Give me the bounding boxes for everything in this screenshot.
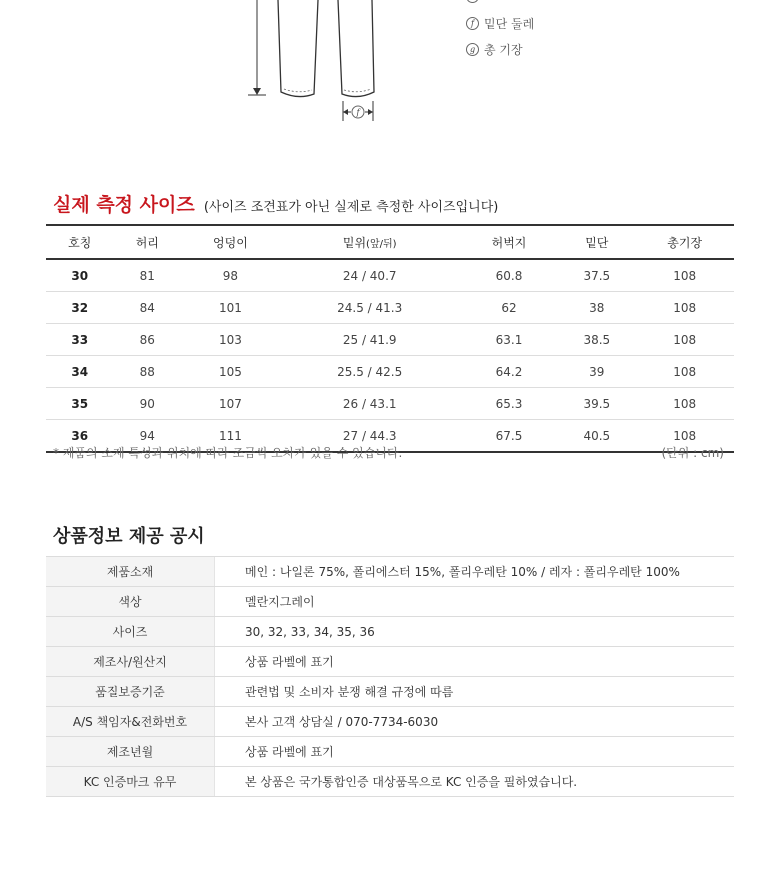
table-cell: 94 [114,420,182,453]
header-cell: 허벅지 [460,225,559,259]
table-cell: 35 [46,388,114,420]
table-cell: 60.8 [460,259,559,292]
table-cell: 39.5 [558,388,635,420]
header-cell: 엉덩이 [181,225,280,259]
info-value: 상품 라벨에 표기 [215,647,735,677]
table-cell: 105 [181,356,280,388]
legend-item-g [466,41,523,58]
table-cell: 108 [635,388,734,420]
size-table [46,224,734,453]
table-cell: 63.1 [460,324,559,356]
table-cell: 67.5 [460,420,559,453]
table-cell: 103 [181,324,280,356]
product-info-table [46,556,734,797]
legend-mark: f [466,17,479,30]
table-cell: 40.5 [558,420,635,453]
table-cell: 27 / 44.3 [280,420,460,453]
table-cell: 65.3 [460,388,559,420]
info-value: 멜란지그레이 [215,587,735,617]
info-row [46,647,734,677]
legend-item-e [466,0,484,3]
header-cell-rise [280,225,460,259]
table-cell: 90 [114,388,182,420]
legend-mark: g [466,43,479,56]
table-cell: 37.5 [558,259,635,292]
table-cell: 108 [635,356,734,388]
info-row [46,767,734,797]
unit-label: (단위 : cm) [661,446,724,460]
legend-label: 밑단 둘레 [484,17,535,31]
table-cell: 108 [635,420,734,453]
info-row [46,707,734,737]
header-suffix: (앞/뒤) [366,238,397,250]
table-cell: 26 / 43.1 [280,388,460,420]
table-cell: 36 [46,420,114,453]
table-cell: 62 [460,292,559,324]
table-cell: 108 [635,324,734,356]
info-value: 30, 32, 33, 34, 35, 36 [215,617,735,647]
table-cell: 25 / 41.9 [280,324,460,356]
info-row [46,677,734,707]
info-value: 본사 고객 상담실 / 070-7734-6030 [215,707,735,737]
table-row [46,324,734,356]
table-cell: 32 [46,292,114,324]
table-cell: 107 [181,388,280,420]
hem-measure-mark: f [356,108,360,117]
info-label: KC 인증마크 유무 [46,767,215,797]
info-row [46,557,734,587]
pants-illustration [0,0,780,140]
table-row [46,388,734,420]
header-cell: 호칭 [46,225,114,259]
table-cell: 101 [181,292,280,324]
info-label: 사이즈 [46,617,215,647]
info-value: 메인 : 나일론 75%, 폴리에스터 15%, 폴리우레탄 10% / 레자 : 폴리우레탄 100% [215,557,735,587]
size-table-header [46,225,734,259]
table-cell: 88 [114,356,182,388]
table-cell: 25.5 / 42.5 [280,356,460,388]
info-section-title: 상품정보 제공 공시 [53,526,205,547]
info-label: 제조년월 [46,737,215,767]
legend-item-f [466,15,534,32]
info-label: 품질보증기준 [46,677,215,707]
table-cell: 98 [181,259,280,292]
table-row [46,356,734,388]
legend-label: 총 기장 [484,43,523,57]
table-cell: 39 [558,356,635,388]
measurement-note: * 제품의 소재 특성과 위치에 따라 조금씩 오차가 있을 수 있습니다. [53,446,403,460]
info-row [46,737,734,767]
info-label: 제품소재 [46,557,215,587]
table-cell: 84 [114,292,182,324]
header-cell: 밑단 [558,225,635,259]
table-cell: 30 [46,259,114,292]
header-cell: 밑위 [342,235,367,250]
table-row [46,292,734,324]
table-cell: 108 [635,259,734,292]
info-label: A/S 책임자&전화번호 [46,707,215,737]
table-cell: 33 [46,324,114,356]
size-title-main: 실제 측정 사이즈 [53,194,195,216]
table-cell: 86 [114,324,182,356]
table-cell: 81 [114,259,182,292]
table-cell: 34 [46,356,114,388]
table-cell: 108 [635,292,734,324]
info-value: 상품 라벨에 표기 [215,737,735,767]
info-row [46,587,734,617]
header-cell: 허리 [114,225,182,259]
size-title-sub: (사이즈 조견표가 아닌 실제로 측정한 사이즈입니다) [203,200,499,215]
table-cell: 111 [181,420,280,453]
table-cell: 24 / 40.7 [280,259,460,292]
info-row [46,617,734,647]
legend-mark [466,0,479,3]
info-label: 제조사/원산지 [46,647,215,677]
table-cell: 24.5 / 41.3 [280,292,460,324]
info-value: 관련법 및 소비자 분쟁 해결 규정에 따름 [215,677,735,707]
table-cell: 38.5 [558,324,635,356]
pants-measurement-diagram [0,0,780,140]
table-cell: 64.2 [460,356,559,388]
info-label: 색상 [46,587,215,617]
size-section-title [53,190,498,217]
table-cell: 38 [558,292,635,324]
table-row [46,259,734,292]
header-cell: 총기장 [635,225,734,259]
info-value: 본 상품은 국가통합인증 대상품목으로 KC 인증을 필하였습니다. [215,767,735,797]
